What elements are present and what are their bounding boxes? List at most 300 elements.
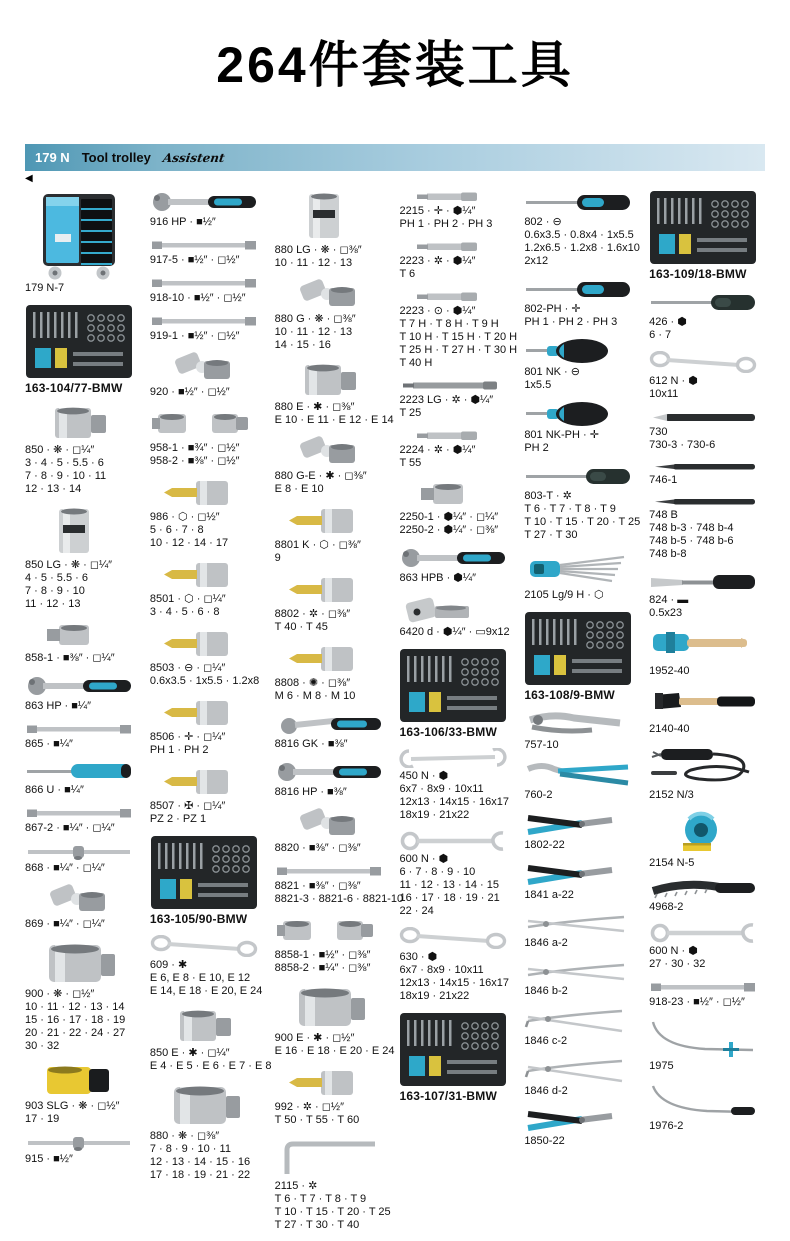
bitSocketBrass-image — [150, 559, 266, 591]
product-code: 163-107/31-BMW — [399, 1089, 497, 1103]
product-item[interactable] — [399, 831, 515, 918]
product-code: 2223 LG · ✲ · ⬢¼″ — [399, 394, 494, 406]
catalog-column-3 — [274, 190, 404, 1241]
hammer-image — [649, 687, 765, 721]
product-item[interactable] — [399, 927, 515, 1003]
wrenchOpen-image — [399, 748, 515, 768]
product-item[interactable] — [649, 980, 765, 1009]
product-item[interactable] — [524, 277, 640, 329]
socketBig-image — [25, 940, 141, 986]
product-code: 8802 · ✲ · ◻⅜″ — [274, 608, 351, 620]
product-code: 163-106/33-BMW — [399, 725, 497, 739]
punch-image — [649, 461, 765, 472]
product-code: 992 · ✲ · ◻½″ — [274, 1101, 344, 1113]
product-sizes: E 4 · E 5 · E 6 · E 7 · E 8 — [149, 1060, 272, 1072]
catalog-grid — [0, 186, 790, 1241]
product-code: 8858-2 · ■¼″ · ◻⅜″ — [274, 962, 371, 974]
product-code: 869 · ■¼″ · ◻¼″ — [25, 918, 105, 930]
product-item[interactable] — [524, 401, 640, 455]
product-item[interactable] — [649, 879, 765, 914]
product-item[interactable] — [150, 697, 266, 757]
page-title: 264件套装工具 — [216, 37, 574, 93]
bitSocketBrass-image — [275, 1067, 391, 1099]
product-sizes: 3 · 4 · 5 · 5.5 · 6 7 · 8 · 9 · 10 · 11 12 · 13 · 14 — [25, 457, 107, 495]
product-code: 8506 · ✛ · ◻¼″ — [149, 731, 226, 743]
product-code: 919-1 · ■½″ · ◻½″ — [149, 330, 240, 342]
product-item[interactable] — [25, 884, 141, 931]
product-item[interactable] — [150, 314, 266, 343]
product-item[interactable] — [25, 404, 141, 496]
product-code: 8820 · ■⅜″ · ◻⅜″ — [274, 842, 361, 854]
product-code: 612 N · ⬢ — [649, 375, 698, 387]
product-item[interactable] — [275, 436, 391, 496]
adapterPair-image — [275, 915, 391, 947]
product-item[interactable] — [399, 546, 515, 585]
driverBlue-image — [25, 760, 141, 782]
product-code: 900 · ❋ · ◻½″ — [25, 988, 95, 1000]
extension-image — [150, 238, 266, 252]
product-item[interactable] — [399, 479, 515, 537]
product-item[interactable] — [25, 1135, 141, 1166]
product-code: 1976-2 — [649, 1120, 684, 1132]
socket-image — [150, 1007, 266, 1045]
circlip-image — [524, 911, 640, 935]
bitSocketBrass-image — [150, 697, 266, 729]
product-code: 850 LG · ❋ · ◻¼″ — [25, 559, 113, 571]
product-sizes: PH 1 · PH 2 · PH 3 — [399, 218, 493, 230]
product-item[interactable] — [649, 461, 765, 487]
pliers-image — [524, 811, 640, 837]
bitSocketBrass-image — [275, 505, 391, 537]
product-sizes: T 40 · T 45 — [274, 621, 328, 633]
product-code: 8507 · ✠ · ◻¼″ — [149, 800, 226, 812]
product-item[interactable] — [150, 477, 266, 550]
punch-image — [649, 496, 765, 507]
product-sizes: E 10 · E 11 · E 12 · E 14 — [274, 414, 394, 426]
joint-image — [275, 808, 391, 840]
product-sizes: 3 · 4 · 5 · 6 · 8 — [149, 606, 220, 618]
product-code: 600 N · ⬢ — [649, 945, 698, 957]
scraper-image — [649, 570, 765, 592]
tray-image — [399, 1012, 515, 1088]
product-code: 918-23 · ■½″ · ◻½″ — [649, 996, 745, 1008]
product-sizes: T 50 · T 55 · T 60 — [274, 1114, 360, 1126]
product-code: 1850-22 — [524, 1135, 565, 1147]
product-item[interactable] — [399, 748, 515, 822]
tray-image — [399, 648, 515, 724]
product-item[interactable] — [649, 745, 765, 802]
product-sizes: 5 · 6 · 7 · 8 10 · 12 · 14 · 17 — [149, 524, 229, 549]
product-item[interactable] — [524, 861, 640, 902]
product-code: 2115 · ✲ — [274, 1180, 318, 1192]
product-code: 900 E · ✱ · ◻½″ — [274, 1032, 355, 1044]
product-item[interactable] — [150, 238, 266, 267]
bitSocketBrass-image — [150, 477, 266, 509]
hexkeySet-image — [524, 551, 640, 587]
lockingPliers-image — [524, 711, 640, 737]
product-code: 858-1 · ■⅜″ · ◻¼″ — [25, 652, 115, 664]
socket-image — [275, 361, 391, 399]
product-code: 865 · ■¼″ — [25, 738, 73, 750]
bit-image — [399, 240, 515, 253]
product-code: 2223 · ✲ · ⬢¼″ — [399, 255, 476, 267]
product-code: 163-104/77-BMW — [25, 381, 123, 395]
stubby-image — [524, 338, 640, 364]
product-code: 915 · ■½″ — [25, 1153, 73, 1165]
product-code: 630 · ⬢ — [399, 951, 438, 963]
product-item[interactable] — [524, 761, 640, 802]
tray-image — [150, 835, 266, 911]
product-sizes: 730-3 · 730-6 — [649, 439, 716, 451]
section-title: Tool trolley — [81, 150, 151, 165]
socketYellow-image — [25, 1062, 141, 1098]
product-sizes: 0.6x3.5 · 0.8x4 · 1x5.5 1.2x6.5 · 1.2x8 · 1.6x10 2x12 — [524, 229, 640, 267]
product-item[interactable] — [25, 190, 141, 295]
extension-image — [649, 980, 765, 994]
product-code: 880 LG · ❋ · ◻⅜″ — [274, 244, 362, 256]
product-sizes: E 8 · E 10 — [274, 483, 324, 495]
product-item[interactable] — [649, 923, 765, 971]
product-item[interactable] — [25, 806, 141, 835]
product-code: 2105 Lg/9 H · ⬡ — [524, 589, 604, 601]
tbar-image — [25, 1135, 141, 1151]
product-item[interactable] — [649, 629, 765, 678]
product-item[interactable] — [399, 240, 515, 281]
product-item[interactable] — [25, 722, 141, 751]
waterpump-image — [524, 761, 640, 787]
product-item[interactable] — [150, 835, 266, 926]
wrenchRing-image — [649, 351, 765, 373]
product-item[interactable] — [649, 410, 765, 452]
bit-image — [399, 429, 515, 442]
product-item[interactable] — [524, 338, 640, 392]
product-code: 179 N-7 — [25, 282, 65, 294]
product-item[interactable] — [25, 304, 141, 395]
product-item[interactable] — [399, 429, 515, 470]
product-item[interactable] — [399, 1012, 515, 1103]
product-code: 426 · ⬢ — [649, 316, 687, 328]
product-item[interactable] — [25, 1062, 141, 1126]
product-item[interactable] — [150, 190, 266, 229]
circlipBent-image — [524, 1007, 640, 1033]
product-item[interactable] — [274, 864, 404, 906]
chisel-image — [649, 410, 765, 424]
product-item[interactable] — [150, 1082, 266, 1182]
socketBig-image — [275, 984, 391, 1030]
product-sizes: 6x7 · 8x9 · 10x11 12x13 · 14x15 · 16x17 18x19 · 21x22 — [399, 783, 509, 821]
product-code: 868 · ■¼″ · ◻¼″ — [25, 862, 105, 874]
joint-image — [275, 279, 391, 311]
product-sizes: 17 · 19 — [25, 1113, 60, 1125]
product-item[interactable] — [275, 915, 391, 975]
product-item[interactable] — [25, 844, 141, 875]
product-item[interactable] — [399, 379, 515, 420]
stubby-image — [524, 401, 640, 427]
product-item[interactable] — [274, 361, 394, 427]
product-item[interactable] — [25, 760, 141, 797]
product-item[interactable] — [524, 190, 640, 268]
product-item[interactable] — [399, 290, 518, 370]
product-sizes: 4 · 5 · 5.5 · 6 7 · 8 · 9 · 10 11 · 12 · 13 — [25, 572, 88, 610]
product-item[interactable] — [150, 935, 266, 998]
product-code: 801 NK · ⊖ — [524, 366, 580, 378]
product-code: 163-109/18-BMW — [649, 267, 747, 281]
product-code: 760-2 — [524, 789, 553, 801]
product-item[interactable] — [275, 190, 391, 270]
product-code: 600 N · ⬢ — [399, 853, 449, 865]
adapter-image — [399, 479, 515, 509]
product-item[interactable] — [524, 811, 640, 852]
product-code: 2215 · ✛ · ⬢¼″ — [399, 205, 476, 217]
product-sizes: E 6, E 8 · E 10, E 12 E 14, E 18 · E 20, E 24 — [149, 972, 263, 997]
ratchet-image — [275, 760, 391, 784]
pliers-image — [524, 1107, 640, 1133]
product-code: 8801 K · ⬡ · ◻⅜″ — [274, 539, 361, 551]
flex2-image — [649, 1082, 765, 1118]
product-sizes: T 6 · T 7 · T 8 · T 9 T 10 · T 15 · T 20 · T 25 T 27 · T 30 — [524, 503, 641, 541]
screwdriverT-image — [649, 290, 765, 314]
product-sizes: T 25 — [399, 407, 422, 419]
product-code: 746-1 — [649, 474, 678, 486]
product-code: 986 · ⬡ · ◻½″ — [149, 511, 220, 523]
product-sizes: 10x11 — [649, 388, 679, 400]
product-code: 880 E · ✱ · ◻⅜″ — [274, 401, 355, 413]
product-sizes: PH 1 · PH 2 — [149, 744, 209, 756]
catalog-column-6 — [649, 190, 765, 1142]
product-code: 1975 — [649, 1060, 674, 1072]
product-item[interactable] — [275, 712, 391, 751]
socketLong-image — [25, 505, 141, 557]
hexkey-image — [275, 1136, 391, 1178]
product-sizes: 9 — [274, 552, 281, 564]
product-code: 8816 GK · ■⅜″ — [274, 738, 348, 750]
product-item[interactable] — [275, 279, 391, 352]
product-item[interactable] — [649, 1082, 765, 1133]
product-sizes: 1x5.5 — [524, 379, 552, 391]
extension-image — [25, 806, 141, 820]
back-arrow-icon[interactable]: ◀ — [25, 173, 33, 184]
product-item[interactable] — [150, 352, 266, 399]
product-code: 863 HP · ■¼″ — [25, 700, 91, 712]
product-code: 8816 HP · ■⅜″ — [274, 786, 347, 798]
brush-image — [649, 879, 765, 899]
product-code: 850 · ❋ · ◻¼″ — [25, 444, 95, 456]
product-code: 1952-40 — [649, 665, 690, 677]
product-code: 803-T · ✲ — [524, 490, 572, 502]
socket-image — [25, 404, 141, 442]
catalog-column-4 — [399, 190, 518, 1112]
tape-image — [649, 811, 765, 855]
product-item[interactable] — [524, 611, 640, 702]
product-sizes: PZ 2 · PZ 1 — [149, 813, 207, 825]
product-item[interactable] — [524, 911, 640, 950]
ratchet-image — [150, 190, 266, 214]
product-code: 163-105/90-BMW — [149, 912, 248, 926]
product-item[interactable] — [149, 1007, 272, 1073]
product-sizes: 27 · 30 · 32 — [649, 958, 706, 970]
bitSocketBrass-image — [150, 766, 266, 798]
ratchet-image — [25, 674, 141, 698]
product-item[interactable] — [25, 620, 141, 665]
product-code: 850 E · ✱ · ◻¼″ — [149, 1047, 230, 1059]
adapterPair-image — [150, 408, 266, 440]
bitSocketBrass-image — [275, 574, 391, 606]
assistent-logo: Assistent — [161, 150, 226, 165]
product-code: 2250-2 · ⬢¼″ · ◻⅜″ — [399, 524, 499, 536]
tray-image — [649, 190, 765, 266]
extension-image — [150, 276, 266, 290]
joint-image — [150, 352, 266, 384]
product-item[interactable] — [399, 190, 515, 231]
flex-image — [649, 1018, 765, 1058]
product-code: 1846 d-2 — [524, 1085, 568, 1097]
catalog-column-1 — [25, 190, 141, 1175]
bitSocketBrass-image — [275, 643, 391, 675]
product-item[interactable] — [275, 574, 391, 634]
product-code: 163-108/9-BMW — [524, 688, 615, 702]
product-code: 958-2 · ■⅜″ · ◻½″ — [149, 455, 240, 467]
product-item[interactable] — [649, 570, 765, 620]
product-code: 916 HP · ■½″ — [149, 216, 216, 228]
product-code: 4968-2 — [649, 901, 684, 913]
ratchet-image — [399, 546, 515, 570]
socketBig-image — [150, 1082, 266, 1128]
product-item[interactable] — [275, 1136, 391, 1232]
wrenchRing-image — [399, 927, 515, 949]
product-item[interactable] — [524, 551, 640, 602]
product-item[interactable] — [275, 760, 391, 799]
section-code: 179 N — [35, 150, 70, 165]
product-code: 880 G · ❋ · ◻⅜″ — [274, 313, 356, 325]
product-item[interactable] — [399, 648, 515, 739]
product-code: 802-PH · ✛ — [524, 303, 581, 315]
product-sizes: E 16 · E 18 · E 20 · E 24 — [274, 1045, 395, 1057]
product-item[interactable] — [649, 190, 765, 281]
product-sizes: T 6 — [399, 268, 416, 280]
product-item[interactable] — [524, 1057, 640, 1098]
product-code: 2224 · ✲ · ⬢¼″ — [399, 444, 476, 456]
extension-image — [150, 314, 266, 328]
product-code: 8858-1 · ■½″ · ◻⅜″ — [274, 949, 371, 961]
extension-image — [25, 722, 141, 736]
product-code: 1846 c-2 — [524, 1035, 568, 1047]
product-code: 1846 b-2 — [524, 985, 568, 997]
product-item[interactable] — [524, 464, 640, 542]
insertTool-image — [399, 594, 515, 624]
product-item[interactable] — [150, 276, 266, 305]
product-item[interactable] — [25, 505, 141, 611]
product-sizes: T 55 — [399, 457, 422, 469]
product-code: 748 B — [649, 509, 678, 521]
screwdriver-image — [524, 277, 640, 301]
product-item[interactable] — [649, 351, 765, 401]
product-item[interactable] — [524, 1107, 640, 1148]
product-sizes: T 6 · T 7 · T 8 · T 9 T 10 · T 15 · T 20 · T 25 T 27 · T 30 · T 40 — [274, 1193, 391, 1231]
extension-image — [275, 864, 391, 878]
product-code: 1802-22 — [524, 839, 565, 851]
product-item[interactable] — [150, 766, 266, 826]
product-item[interactable] — [524, 711, 640, 752]
product-item[interactable] — [399, 594, 515, 639]
product-code: 2152 N/3 — [649, 789, 694, 801]
product-item[interactable] — [150, 628, 266, 688]
product-item[interactable] — [275, 505, 391, 565]
product-code: 863 HPB · ⬢¼″ — [399, 572, 476, 584]
socketLong-image — [275, 190, 391, 242]
product-item[interactable] — [150, 408, 266, 468]
comboWrench-image — [399, 831, 515, 851]
product-code: 8503 · ⊖ · ◻¼″ — [149, 662, 226, 674]
product-item[interactable] — [25, 674, 141, 713]
product-sizes: M 6 · M 8 · M 10 — [274, 690, 356, 702]
tbar-image — [25, 844, 141, 860]
product-item[interactable] — [275, 643, 391, 703]
ratchetFlex-image — [275, 712, 391, 736]
product-sizes: PH 1 · PH 2 · PH 3 — [524, 316, 618, 328]
product-code: 903 SLG · ❋ · ◻½″ — [25, 1100, 120, 1112]
product-code: 2140-40 — [649, 723, 690, 735]
product-sizes: 7 · 8 · 9 · 10 · 11 12 · 13 · 14 · 15 · 16 17 · 18 · 19 · 21 · 22 — [149, 1143, 251, 1181]
product-item[interactable] — [275, 808, 391, 855]
trolley-image — [25, 190, 141, 280]
product-item[interactable] — [524, 1007, 640, 1048]
product-code: 917-5 · ■½″ · ◻½″ — [149, 254, 240, 266]
product-item[interactable] — [275, 1067, 391, 1127]
testLamp-image — [649, 745, 765, 787]
product-code: 866 U · ■¼″ — [25, 784, 84, 796]
product-sizes: 6 · 7 · 8 · 9 · 10 11 · 12 · 13 · 14 · 15 16 · 17 · 18 · 19 · 21 22 · 24 — [399, 866, 500, 917]
product-item[interactable] — [649, 290, 765, 342]
adapter-image — [25, 620, 141, 650]
product-sizes: 6x7 · 8x9 · 10x11 12x13 · 14x15 · 16x17 18x19 · 21x22 — [399, 964, 509, 1002]
product-sizes: 10 · 11 · 12 · 13 — [274, 257, 353, 269]
product-sizes: 748 b-3 · 748 b-4 748 b-5 · 748 b-6 748 b-8 — [649, 522, 734, 560]
product-item[interactable] — [649, 496, 765, 561]
product-item[interactable] — [274, 984, 395, 1058]
product-item[interactable] — [150, 559, 266, 619]
product-code: 757-10 — [524, 739, 559, 751]
product-code: 1841 a-22 — [524, 889, 574, 901]
product-code: 920 · ■½″ · ◻½″ — [149, 386, 230, 398]
product-code: 2223 · ⊙ · ⬢¼″ — [399, 305, 476, 317]
product-code: 918-10 · ■½″ · ◻½″ — [149, 292, 246, 304]
product-item[interactable] — [649, 687, 765, 736]
product-sizes: 0.6x3.5 · 1x5.5 · 1.2x8 — [149, 675, 260, 687]
joint-image — [25, 884, 141, 916]
bit-image — [399, 190, 515, 203]
product-item[interactable] — [649, 1018, 765, 1073]
product-item[interactable] — [25, 940, 141, 1053]
product-sizes: 10 · 11 · 12 · 13 14 · 15 · 16 — [274, 326, 353, 351]
product-code: 8821 · ■⅜″ · ◻⅜″ — [274, 880, 361, 892]
product-item[interactable] — [649, 811, 765, 870]
comboWrench-image — [649, 923, 765, 943]
tray-image — [524, 611, 640, 687]
product-code: 958-1 · ■¾″ · ◻½″ — [149, 442, 240, 454]
catalog-column-2 — [149, 190, 272, 1191]
product-code: 802 · ⊖ — [524, 216, 562, 228]
product-sizes: T 7 H · T 8 H · T 9 H T 10 H · T 15 H · T 20 H T 25 H · T 27 H · T 30 H T 40 H — [399, 318, 518, 369]
product-sizes: 6 · 7 — [649, 329, 672, 341]
product-sizes: 0.5x23 — [649, 607, 683, 619]
softHammer-image — [649, 629, 765, 663]
wrenchRing-image — [150, 935, 266, 957]
pliers-image — [524, 861, 640, 887]
screwdriver-image — [524, 190, 640, 214]
product-sizes: 10 · 11 · 12 · 13 · 14 15 · 16 · 17 · 18 · 19 20 · 21 · 22 · 24 · 27 30 · 32 — [25, 1001, 126, 1052]
catalog-column-5 — [524, 190, 640, 1157]
product-item[interactable] — [524, 959, 640, 998]
